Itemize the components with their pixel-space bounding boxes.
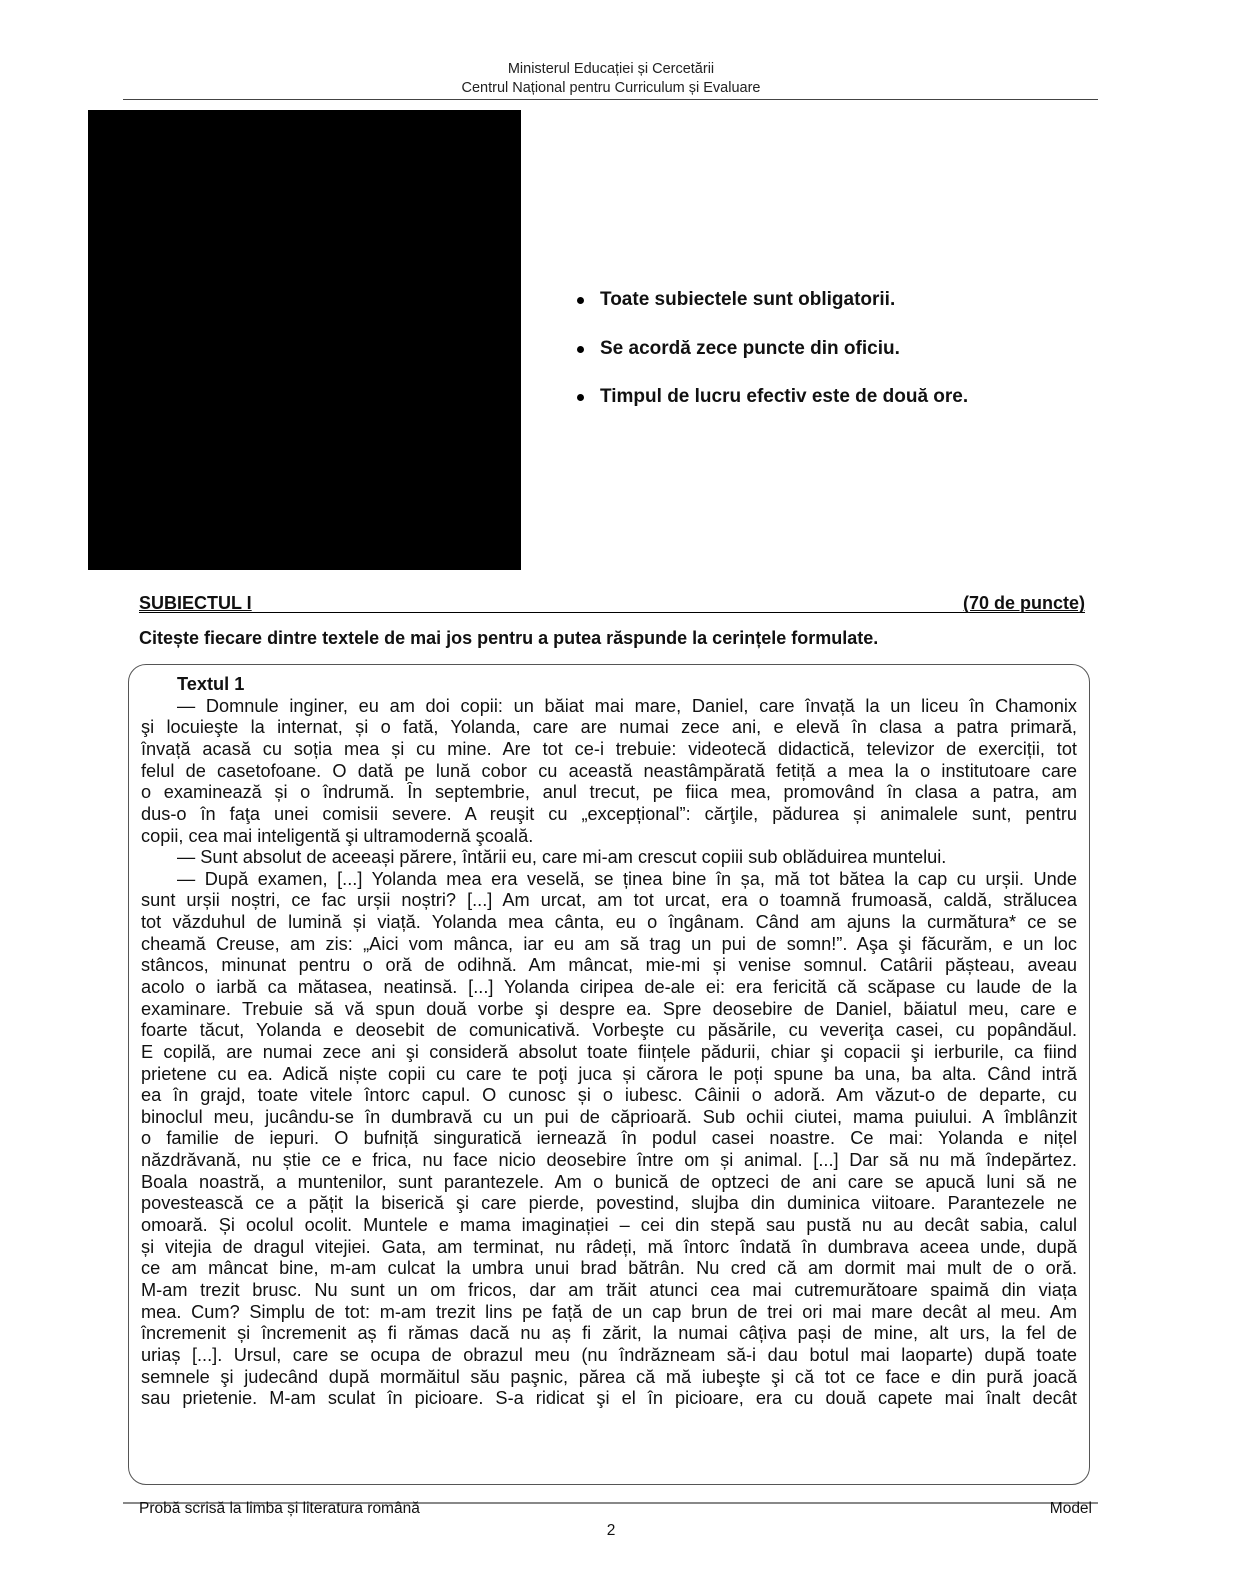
text1-line: dus-o în faţa unei comisii severe. A reuşit cu „excepțional”: cărţile, pădurea și animalele sunt, pentru bbox=[141, 803, 1077, 824]
text1-line: acolo o iarbă ca mătasea, neatinsă. [...] Yolanda ciripea de-ale ei: era fericită că scăpase cu laude de la bbox=[141, 976, 1077, 997]
page-number: 2 bbox=[606, 1522, 616, 1539]
footer-model: Model bbox=[1049, 1500, 1092, 1517]
footer-exam-name: Probă scrisă la limba și literatura română bbox=[139, 1500, 420, 1517]
instruction-item bbox=[575, 338, 968, 360]
text1-line: și vitejia de dragul vitejiei. Gata, am terminat, nu râdeți, mă întorc îndată în dumbrava aceea unde, după bbox=[141, 1236, 1077, 1257]
text1-line: cheamă Creuse, am zis: „Aici vom mânca, iar eu am să trag un pui de somn!”. Aşa şi făcurăm, e un loc bbox=[141, 933, 1077, 954]
text1-line: copii, cea mai inteligentă şi ultramodernă şcoală. bbox=[141, 825, 534, 846]
bullet-icon bbox=[577, 346, 584, 353]
text1-line: povestească ce a pățit la biserică şi care pierde, povestind, slujba din duminica viitoare. Parantezele ne bbox=[141, 1193, 1077, 1214]
text1-line: semnele şi judecând după mormăitul său paşnic, părea că mă iubeşte şi că tot ce face e din pură joacă bbox=[141, 1366, 1077, 1387]
text1-line: foarte tăcut, Yolanda e deosebit de comunicativă. Vorbeşte cu păsările, cu veveriţa casei, cu popândăul. bbox=[141, 1020, 1077, 1041]
subject-title: SUBIECTUL I bbox=[139, 593, 252, 613]
text1-line: învață acasă cu soția mea și cu mine. Are tot ce-i trebuie: videotecă didactică, televizor de exerciții, tot bbox=[141, 738, 1077, 759]
text1-line: E copilă, are numai zece ani şi consideră absolut toate ființele pădurii, chiar şi copacii şi ierburile, ca fiind bbox=[141, 1041, 1077, 1062]
text1-box bbox=[128, 664, 1090, 1485]
text1-line: sau prietenie. M-am sculat în picioare. S-a ridicat şi el în picioare, era cu două capete mai înalt decât bbox=[141, 1388, 1077, 1409]
text1-line: mea. Cum? Simplu de tot: m-am trezit lins pe față de un cap brun de trei ori mai mare decât al meu. Am bbox=[141, 1301, 1077, 1322]
instruction-item bbox=[575, 289, 968, 311]
text1-line: şi locuieşte la internat, și o fată, Yolanda, care are numai zece ani, e elevă în clasa a patra primară, bbox=[141, 717, 1077, 738]
text1-line: o examinează și o îndrumă. În septembrie, anul trecut, pe fiica mea, promovând în clasa a patra, am bbox=[141, 782, 1077, 803]
text1-line: uriaș [...]. Ursul, care se ocupa de obrazul meu (nu îndrăzneam să-i dau botul mai laoparte) după toate bbox=[141, 1344, 1077, 1365]
text1-line: o familie de iepuri. O bufniță singuratică iernează în podul casei noastre. Ce mai: Yolanda e nițel bbox=[141, 1128, 1077, 1149]
text1-line: ce am mâncat bine, m-am culcat la umbra unui brad bătrân. Nu cred că am dormit mai mult de o oră. bbox=[141, 1258, 1077, 1279]
instructions-list bbox=[575, 289, 968, 435]
text1-line: sunt urșii noștri, ce fac urșii noștri? [...] Am urcat, am tot urcat, era o toamnă frumoasă, caldă, strălucea bbox=[141, 890, 1077, 911]
instruction-text: Toate subiectele sunt obligatorii. bbox=[600, 289, 896, 310]
text1-line: — După examen, [...] Yolanda mea era veselă, se ținea bine în șa, mă tot bătea la cap cu urșii. Unde bbox=[177, 868, 1077, 889]
text1-line: prietene cu ea. Adică niște copii cu care te poţi juca și cărora le poți spune ba una, ba alta. Când intră bbox=[141, 1063, 1077, 1084]
text1-line: omoară. Și ocolul ocolit. Muntele e mama imaginației – cei din stepă sau pustă nu au decât sabia, calul bbox=[141, 1215, 1077, 1236]
text1-line: năzdrăvană, nu știe ce e frica, nu face nicio deosebire între om și animal. [...] Dar să nu mă îndepărtez. bbox=[141, 1150, 1077, 1171]
bullet-icon bbox=[577, 297, 584, 304]
subject-heading bbox=[139, 592, 1085, 613]
text1-line: tot văzduhul de lumină și viață. Yolanda mea cânta, eu o îngânam. Când am ajuns la curmătura* ce se bbox=[141, 912, 1077, 933]
text1-title: Textul 1 bbox=[177, 674, 245, 694]
text1-line: examinare. Trebuie să vă spun două vorbe şi despre ea. Spre deosebire de Daniel, băiatul meu, care e bbox=[141, 998, 1077, 1019]
text1-line: M-am trezit brusc. Nu sunt un om fricos, dar am trăit atunci cea mai cutremurătoare spaimă din viața bbox=[141, 1279, 1077, 1300]
text1-line: — Sunt absolut de aceeași părere, întării eu, care mi-am crescut copiii sub oblăduirea muntelui. bbox=[177, 847, 947, 868]
text1-line: binoclul meu, jucându-se în dumbravă cu un pui de căprioară. Sub ochii ciutei, mama puiului. A îmblânzit bbox=[141, 1106, 1077, 1127]
instruction-item bbox=[575, 386, 968, 408]
text1-line: încremenit și încremenit aș fi rămas dacă nu aș fi zărit, la numai câțiva pași de mine, alt urs, la fel de bbox=[141, 1323, 1077, 1344]
text1-line: stâncos, minunat pentru o oră de odihnă. Am mâncat, mie-mi și venise somnul. Catârii pășteau, aveau bbox=[141, 955, 1077, 976]
bullet-icon bbox=[577, 394, 584, 401]
text1-line: felul de casetofoane. O dată pe lună cobor cu această neastâmpărată fetiță a mea la o institutoare care bbox=[141, 760, 1077, 781]
text1-line: ea în grajd, toate vitele întorc capul. O cunosc și o iubesc. Câinii o adoră. Am văzut-o de departe, cu bbox=[141, 1085, 1077, 1106]
subject-instruction: Citește fiecare dintre textele de mai jos pentru a putea răspunde la cerințele formulate. bbox=[139, 628, 879, 648]
text1-line: Boala noastră, a muntenilor, sunt parantezele. Am o bunică de optzeci de ani care se apucă luni să ne bbox=[141, 1171, 1077, 1192]
subject-points: (70 de puncte) bbox=[962, 593, 1085, 613]
instruction-text: Se acordă zece puncte din oficiu. bbox=[600, 337, 900, 359]
redacted-block bbox=[88, 110, 521, 570]
text1-line: — Domnule inginer, eu am doi copii: un băiat mai mare, Daniel, care învață la un liceu în Chamonix bbox=[177, 695, 1077, 716]
header-center: Centrul Național pentru Curriculum și Evaluare bbox=[461, 80, 761, 96]
header-rule bbox=[123, 99, 1098, 100]
header-ministry: Ministerul Educației și Cercetării bbox=[507, 61, 715, 77]
instruction-text: Timpul de lucru efectiv este de două ore. bbox=[600, 386, 969, 407]
